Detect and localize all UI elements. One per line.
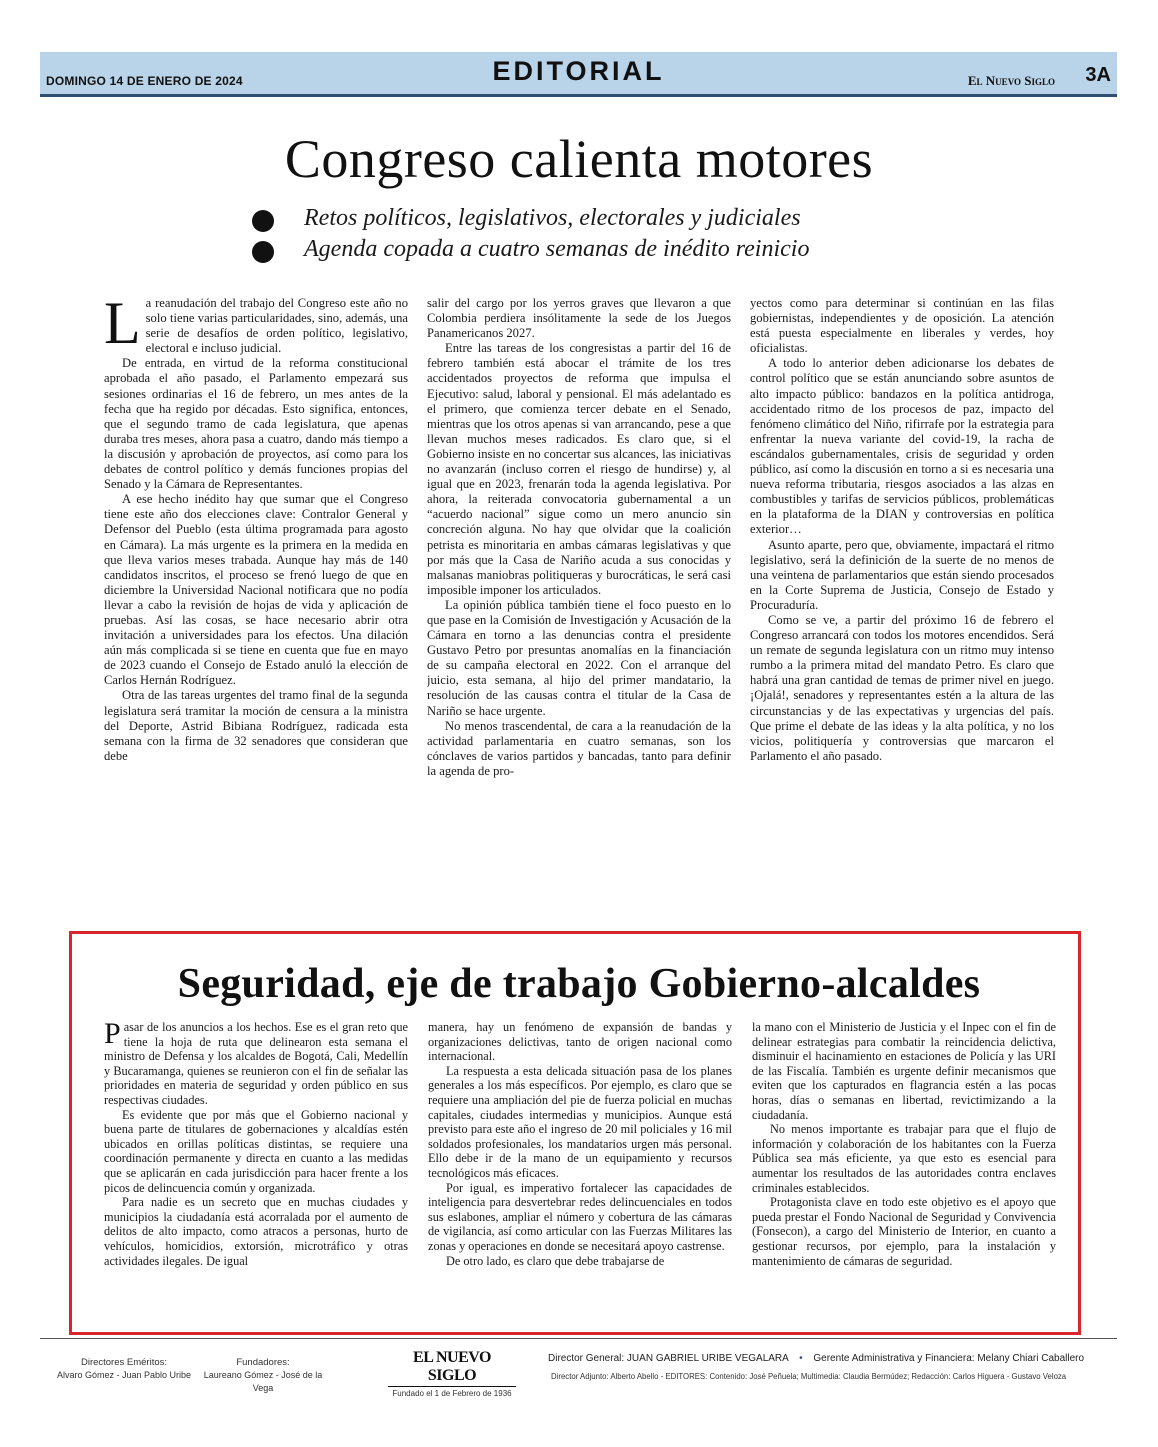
paragraph: No menos trascendental, de cara a la reanudación de la actividad parlamentaria en cuatro semanas, son los cónclaves de varios partidos y bancadas, tanto para definir la agenda de pro-: [427, 718, 731, 778]
director-label: Director General:: [548, 1353, 625, 1364]
masthead-brand: El Nuevo Siglo: [967, 73, 1055, 88]
section-title: EDITORIAL: [492, 56, 665, 86]
article1-column-2: [427, 296, 731, 908]
paragraph: De entrada, en virtud de la reforma constitucional aprobada el año pasado, el Parlamento empezará sus sesiones ordinarias el 16 de febrero, un mes antes de la fecha que ha regido por décadas. Esto significa, entonces, que el segundo tramo de cada legislatura, que apenas duraba tres meses, ahora pasa a cuatro, dando más tiempo a la discusión y aprobación de proyectos, así como para los debates de control político y demás funciones propias del Senado y la Cámara de Representantes.: [104, 356, 408, 492]
manager-name: Melany Chiari Caballero: [977, 1353, 1085, 1364]
bullet-icon: [252, 210, 274, 232]
article2-column-2: [428, 1020, 732, 1326]
page-header: [40, 52, 1117, 97]
paragraph: A todo lo anterior deben adicionarse los debates de control político que se están anunciando sobre asuntos de alto impacto público: bandazos en la política antidroga, accidentado ritmo de los procesos de paz, impacto del fenómeno climático del Niño, rifirrafe por la estrategia para enfrentar la nueva variante del covid-19, la racha de escándalos gubernamentales, crisis de seguridad y orden público, así como la discusión en torno a si es necesaria una nueva reforma tributaria, riesgos asociados a las alzas en combustibles y tarifas de servicios públicos, problemáticas en la plataforma de la DIAN y controversias en política exterior…: [750, 356, 1054, 537]
paragraph: La respuesta a esta delicada situación pasa de los planes generales a los más específicos. Por ejemplo, es claro que se requiere una ampliación del pie de fuerza policial en muchas capitales, ciudades intermedias y municipios. Aunque está previsto para este año el ingreso de 20 mil policiales y 16 mil soldados profesionales, los mandatarios urgen más personal. Ello debe ir de la mano de un equipamiento y recursos tecnológicos más eficaces.: [428, 1063, 732, 1180]
footer-rule: [40, 1338, 1117, 1339]
emeritus-directors: [50, 1356, 198, 1382]
paragraph: Para nadie es un secreto que en muchas ciudades y municipios la ciudadanía está acorralada por el aumento de delitos de alto impacto, como atracos a personas, hurto de vehículos, homicidios, extorsión, microtráfico y otras actividades ilegales. De igual: [104, 1195, 408, 1268]
article1-column-1: [104, 296, 408, 908]
paragraph: Protagonista clave en todo este objetivo es el apoyo que pueda prestar el Fondo Nacional de Seguridad y Convivencia (Fonsecon), a cargo del Ministerio de Interior, en cuanto a gestionar recursos, por ejemplo, para la instalación y mantenimiento de cámaras de seguridad.: [752, 1195, 1056, 1268]
manager-label: Gerente Administrativa y Financiera:: [813, 1353, 975, 1364]
paragraph: la mano con el Ministerio de Justicia y el Inpec con el fin de delinear estrategias para combatir la reincidencia delictiva, disminuir el hacinamiento en estaciones de Policía y las URI de las Fiscalía. También es urgente definir mecanismos que eviten que los capturados en flagrancia estén a las pocas horas, días o semanas en libertad, revictimizando a la ciudadanía.: [752, 1020, 1056, 1122]
paragraph: Por igual, es imperativo fortalecer las capacidades de inteligencia para desvertebrar redes delincuenciales en todos sus eslabones, ampliar el número y cobertura de las cámaras de vigilancia, así como articular con las Fuerzas Militares las zonas y operaciones en donde se necesitará apoyo castrense.: [428, 1180, 732, 1253]
paragraph: La reanudación del trabajo del Congreso este año no solo tiene varias particularidades, sino, además, una serie de desafíos de orden político, legislativo, electoral e incluso judicial.: [104, 296, 408, 356]
emeritus-label: Directores Eméritos:: [80, 1357, 168, 1368]
article1-body: [104, 296, 1054, 908]
article2-title: Seguridad, eje de trabajo Gobierno-alcaldes: [177, 961, 981, 1007]
article2-column-3: [752, 1020, 1056, 1326]
director-name: JUAN GABRIEL URIBE VEGALARA: [626, 1353, 789, 1364]
paragraph: Es evidente que por más que el Gobierno nacional y buena parte de titulares de gobernaciones y alcaldías estén ubicados en orillas políticas distintas, se requiere una coordinación permanente y directa en cuanto a las medidas que se aplicarán en cada jurisdicción para hacer frente a los picos de delincuencia común y organizada.: [104, 1107, 408, 1195]
paragraph: Pasar de los anuncios a los hechos. Ese es el gran reto que tiene la hoja de ruta que delinearon esta semana el ministro de Defensa y los alcaldes de Bogotá, Cali, Medellín y Bucaramanga, quienes se reunieron con el fin de señalar las prioridades en materia de seguridad y orden público en sus respectivas ciudades.: [104, 1020, 408, 1107]
paragraph: No menos importante es trabajar para que el flujo de información y colaboración de los habitantes con la Fuerza Pública sea más eficiente, ya que esto es esencial para aumentar los resultados de las autoridades contra enclaves criminales establecidos.: [752, 1122, 1056, 1195]
paragraph: De otro lado, es claro que debe trabajarse de: [446, 1253, 665, 1268]
bullet-icon: [252, 241, 274, 263]
footer-logo: [388, 1349, 516, 1398]
founders-names: Laureano Gómez - José de la Vega: [203, 1370, 323, 1393]
paragraph: Asunto aparte, pero que, obviamente, impactará el ritmo legislativo, será la definición de la suerte de no menos de una veintena de parlamentarios que están siendo procesados en la Corte Suprema de Justicia, Consejo de Estado y Procuraduría.: [750, 537, 1054, 612]
management-line: [548, 1353, 1084, 1364]
founders-label: Fundadores:: [236, 1357, 290, 1368]
founders: [198, 1356, 328, 1395]
emeritus-names: Alvaro Gómez - Juan Pablo Uribe: [56, 1370, 192, 1380]
page-number: 3A: [1085, 64, 1111, 86]
newspaper-logo: EL NUEVO SIGLO: [388, 1349, 516, 1387]
drop-cap: P: [104, 1020, 121, 1050]
subhead-1: [252, 205, 952, 236]
subhead-text: Retos políticos, legislativos, electorales y judiciales: [304, 205, 801, 231]
article1-column-3: [750, 296, 1054, 908]
paragraph: Como se ve, a partir del próximo 16 de febrero el Congreso arrancará con todos los motores encendidos. Será un remate de segunda legislatura con un ritmo muy intenso rumbo a la primera mitad del mandato Petro. Es claro que habrá una gran cantidad de temas de primer nivel en juego. ¡Ojalá!, senadores y representantes estén a la altura de las circunstancias y de las expectativas y urgencias del país. Que prime el debate de las ideas y la alta política, y no los vicios, politiquería y controversias que marcaron el Parlamento el año pasado.: [750, 612, 1054, 763]
paragraph: salir del cargo por los yerros graves que llevaron a que Colombia perdiera insólitamente la sede de los Juegos Panamericanos 2027.: [427, 296, 731, 341]
paragraph: Entre las tareas de los congresistas a partir del 16 de febrero también está abocar el trámite de los tres accidentados proyectos de reforma que impulsa el Ejecutivo: salud, laboral y pensional. El más adelantado es el primero, que comienza tercer debate en el Senado, mientras que los otros apenas si van arrancando, pese a que llevan muchos meses radicados. Es claro que, si el Gobierno insiste en no concertar sus alcances, las iniciativas no avanzarán (incluso corren el riesgo de hundirse) y, al igual que en 2023, frenarán toda la agenda legislativa. Por ahora, la reiterada convocatoria gubernamental a un “acuerdo nacional” sigue como un mero anuncio sin concreción alguna. No hay que olvidar que la coalición petrista es minoritaria en ambas cámaras legislativas y que por más que la Casa de Nariño acuda a sus conocidas y malsanas maniobras politiqueras y burocráticas, le será casi imposible imponer los articulados.: [427, 341, 731, 597]
subhead-text: Agenda copada a cuatro semanas de inédito reinicio: [304, 236, 810, 262]
article1-title: Congreso calienta motores: [284, 129, 874, 189]
founded-date: Fundado el 1 de Febrero de 1936: [392, 1389, 512, 1398]
article1-subheads: [252, 205, 952, 267]
edition-date: DOMINGO 14 DE ENERO DE 2024: [46, 74, 243, 88]
article2-column-1: [104, 1020, 408, 1326]
paragraph: Otra de las tareas urgentes del tramo final de la segunda legislatura será tramitar la moción de censura a la ministra del Deporte, Astrid Bibiana Rodríguez, radicada esta semana con la firma de 32 senadores que consideran que debe: [104, 688, 408, 763]
paragraph: A ese hecho inédito hay que sumar que el Congreso tiene este año dos elecciones clave: Contralor General y Defensor del Pueblo (esta última programada para agosto en Cámara). La más urgente es la primera en la medida en que lleva varios meses trabada. Aunque hay más de 140 candidatos inscritos, el proceso se frenó luego de que en diciembre la Universidad Nacional notificara que no podía llevar a cabo la revisión de hojas de vida y aplicación de pruebas. Así las cosas, se hace necesario abrir otra invitación a universidades para los efectos. Una dilación aún más complicada si se tiene en cuenta que fue en mayo de 2023 cuando el Consejo de Estado anuló la elección de Carlos Hernán Rodríguez.: [104, 492, 408, 688]
article2-body: [104, 1020, 1056, 1326]
paragraph: La opinión pública también tiene el foco puesto en lo que pase en la Comisión de Investigación y Acusación de la Cámara en torno a las denuncias contra el presidente Gustavo Petro por presuntas anomalías en la financiación de su campaña electoral en 2022. Con el arranque del juicio, esta semana, al hijo del primer mandatario, la resolución de las causas contra el titular de la Casa de Nariño se hace urgente.: [427, 597, 731, 718]
paragraph: manera, hay un fenómeno de expansión de bandas y organizaciones delictivas, tanto de origen nacional como internacional.: [428, 1020, 732, 1064]
staff-line: Director Adjunto: Alberto Abello - EDITORES: Contenido: José Peñuela; Multimedia: Claudia Bermúdez; Redacción: Carlos Higuera - Gustavo Veloza: [551, 1372, 1067, 1381]
subhead-2: [252, 236, 952, 267]
separator: •: [799, 1353, 803, 1364]
paragraph: yectos como para determinar si continúan en las filas gobiernistas, independientes y de oposición. La atención está puesta especialmente en liberales y verdes, hoy oficialistas.: [750, 296, 1054, 356]
drop-cap: L: [104, 296, 141, 356]
